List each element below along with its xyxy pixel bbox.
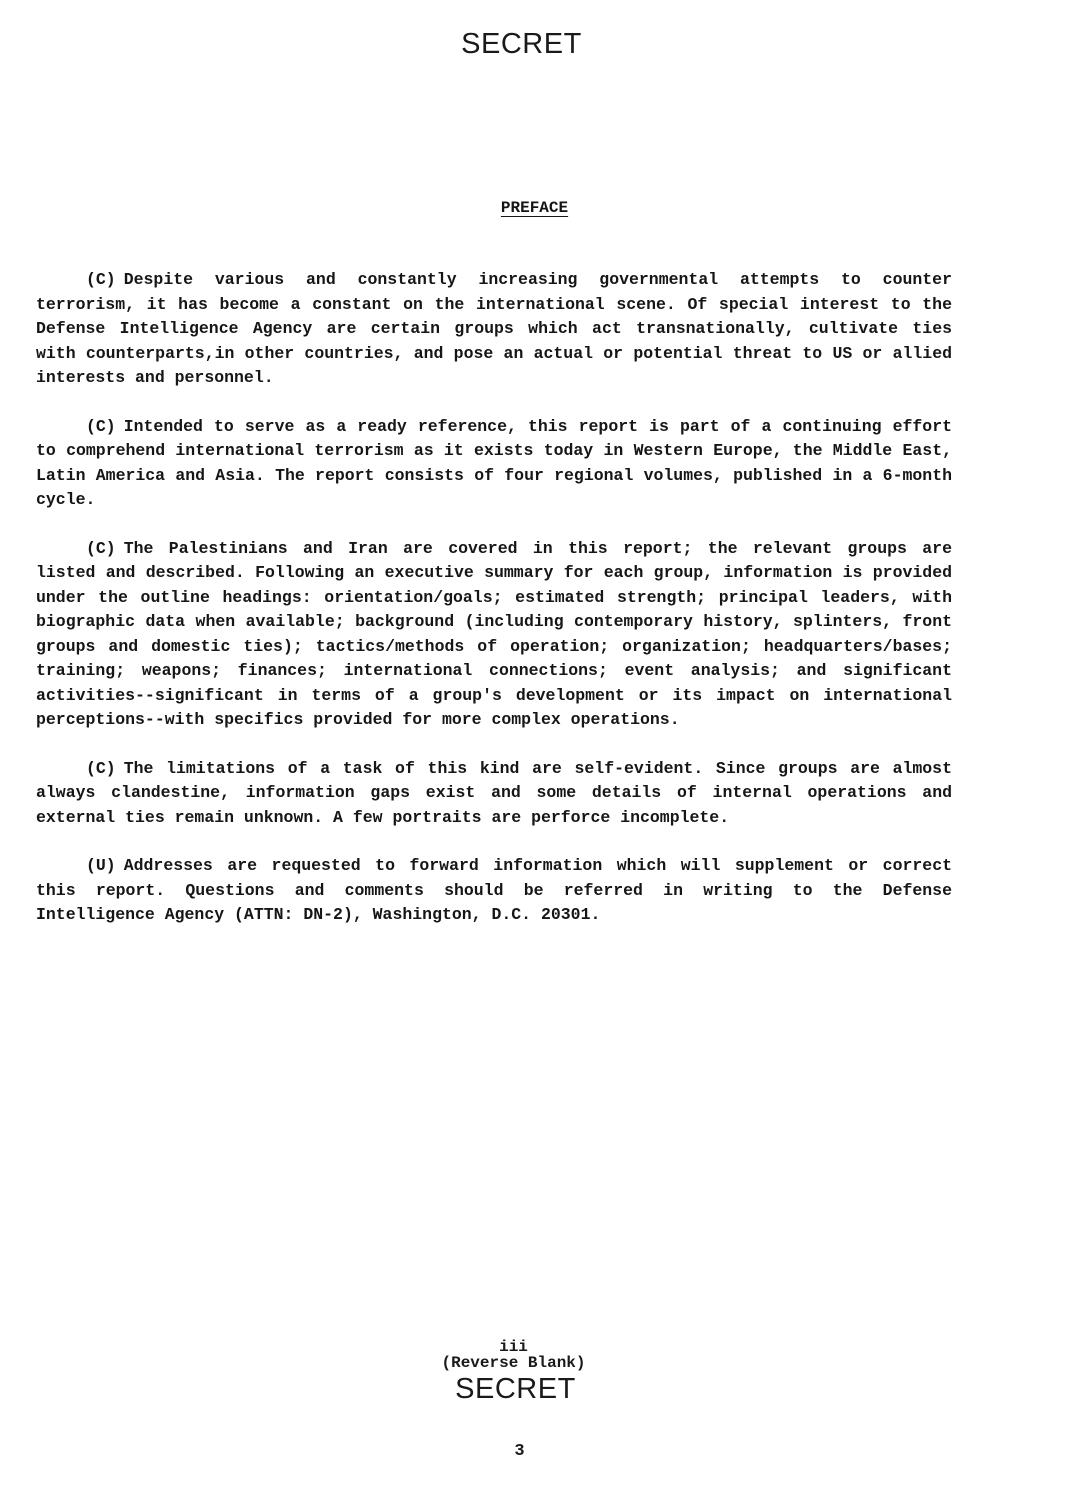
classification-marking: (C)	[86, 538, 116, 558]
roman-page-number: iii	[499, 1338, 528, 1356]
classification-header: SECRET	[461, 28, 582, 60]
paragraph-text: Intended to serve as a ready reference, this report is part of a continuing effort to comprehend international terrorism as it exists today in Western Europe, the Middle East, Latin America and Asia. The report consists of four regional volumes, published in a 6-month cycle.	[36, 416, 952, 509]
classification-marking: (C)	[86, 270, 116, 289]
paragraph-text: Addresses are requested to forward information which will supplement or correct this report. Questions and comments should be referred in writing to the Defense Intelligence Agency (ATTN: DN-2), Washington, D.C. 20301.	[36, 856, 952, 924]
paragraph-4	[36, 757, 952, 831]
classification-marking: (C)	[86, 416, 116, 436]
preface-title: PREFACE	[500, 199, 569, 217]
paragraph-3	[36, 537, 952, 733]
paragraph-5	[36, 854, 952, 928]
paragraph-2	[36, 415, 952, 513]
paragraph-text: Despite various and constantly increasing governmental attempts to counter terrorism, it has become a constant on the international scene. Of special interest to the Defense Intelligence Agency are certain groups which act transnationally, cultivate ties with counterparts,in other countries, and pose an actual or potential threat to US or allied interests and personnel.	[36, 270, 952, 387]
paragraph-text: The limitations of a task of this kind are self-evident. Since groups are almost always clandestine, information gaps exist and some details of internal operations and external ties remain unknown. A few portraits are perforce incomplete.	[36, 758, 952, 827]
classification-footer: SECRET	[455, 1373, 576, 1405]
paragraph-1	[36, 268, 952, 391]
classification-marking: (C)	[86, 758, 116, 778]
reverse-blank-note: (Reverse Blank)	[441, 1354, 586, 1372]
preface-body	[36, 268, 952, 952]
classification-marking: (U)	[86, 856, 116, 875]
paragraph-text: The Palestinians and Iran are covered in this report; the relevant groups are listed and described. Following an executive summary for each group, information is provided under the outline headings: orientation/goals; estimated strength; principal leaders, with biographic data when available; background (including contemporary history, splinters, front groups and domestic ties); tactics/methods of operation; organization; headquarters/bases; training; weapons; finances; international connections; event analysis; and significant activities--significant in terms of a group's development or its impact on international perceptions--with specifics provided for more complex operations.	[36, 538, 952, 729]
page-number: 3	[514, 1442, 525, 1461]
